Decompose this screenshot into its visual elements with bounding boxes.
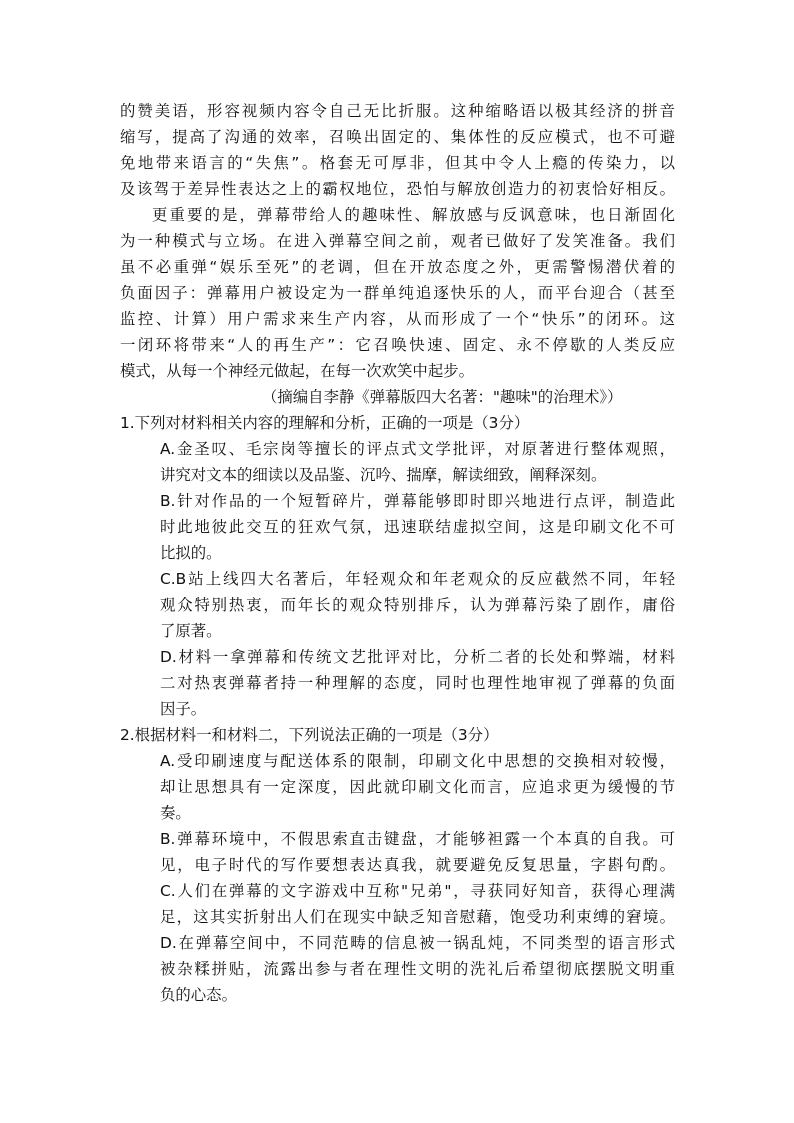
- question-1-option-c-line-2: 观众特别热衷，而年长的观众特别排斥，认为弹幕污染了剧作，庸俗: [160, 596, 675, 614]
- question-2-option-b-line-2: 见，电子时代的写作要想表达真我，就要避免反复思量，字斟句酌。: [160, 856, 675, 874]
- paragraph-1-line-1: 的赞美语，形容视频内容令自己无比折服。这种缩略语以极其经济的拼音: [120, 102, 675, 120]
- paragraph-2-line-5: 监控、计算）用户需求来生产内容，从而形成了一个“快乐”的闭环。这: [120, 310, 675, 328]
- question-2-option-d-line-3: 负的心态。: [160, 986, 237, 1004]
- paragraph-1-line-4: 及该驾于差异性表达之上的霸权地位，恐怕与解放创造力的初衷恰好相反。: [120, 180, 675, 198]
- question-2-stem: 2.根据材料一和材料二，下列说法正确的一项是（3分）: [120, 726, 499, 744]
- paragraph-2-line-4: 负面因子：弹幕用户被设定为一群单纯追逐快乐的人，而平台迎合（甚至: [120, 284, 675, 302]
- question-1-option-d-line-2: 二对热衷弹幕者持一种理解的态度，同时也理性地审视了弹幕的负面: [160, 674, 675, 692]
- paragraph-1-line-3: 免地带来语言的“失焦”。格套无可厚非，但其中令人上瘾的传染力，以: [120, 154, 675, 172]
- question-1-option-c-line-1: C.B站上线四大名著后，年轻观众和年老观众的反应截然不同，年轻: [160, 570, 675, 588]
- question-2-option-a-line-2: 却让思想具有一定深度，因此就印刷文化而言，应追求更为缓慢的节: [160, 778, 675, 796]
- source-citation: （摘编自李静《弹幕版四大名著："趣味"的治理术》）: [262, 388, 623, 406]
- question-2-option-d-line-1: D.在弹幕空间中，不同范畴的信息被一锅乱炖，不同类型的语言形式: [160, 934, 675, 952]
- question-1-option-b-line-3: 比拟的。: [160, 544, 222, 562]
- question-1-option-d-line-3: 因子。: [160, 700, 207, 718]
- question-1-stem: 1.下列对材料相关内容的理解和分析，正确的一项是（3分）: [120, 414, 530, 432]
- question-2-option-b-line-1: B.弹幕环境中，不假思索直击键盘，才能够袒露一个本真的自我。可: [160, 830, 675, 848]
- question-2-option-c-line-2: 足，这其实折射出人们在现实中缺乏知音慰藉，饱受功利束缚的窘境。: [160, 908, 675, 926]
- paragraph-2-line-3: 虽不必重弹“娱乐至死”的老调，但在开放态度之外，更需警惕潜伏着的: [120, 258, 675, 276]
- question-2-option-a-line-1: A.受印刷速度与配送体系的限制，印刷文化中思想的交换相对较慢，: [160, 752, 675, 770]
- question-2-option-a-line-3: 奏。: [160, 804, 191, 822]
- paragraph-2-line-2: 为一种模式与立场。在进入弹幕空间之前，观者已做好了发笑准备。我们: [120, 232, 675, 250]
- question-1-option-a-line-2: 讲究对文本的细读以及品鉴、沉吟、揣摩，解读细致，阐释深刻。: [160, 466, 607, 484]
- question-2-option-d-line-2: 被杂糅拼贴，流露出参与者在理性文明的洗礼后希望彻底摆脱文明重: [160, 960, 675, 978]
- paragraph-2-line-6: 一闭环将带来“人的再生产”：它召唤快速、固定、永不停歇的人类反应: [120, 336, 675, 354]
- paragraph-1-line-2: 缩写，提高了沟通的效率，召唤出固定的、集体性的反应模式，也不可避: [120, 128, 675, 146]
- question-1-option-b-line-2: 时此地彼此交互的狂欢气氛，迅速联结虚拟空间，这是印刷文化不可: [160, 518, 675, 536]
- question-1-option-b-line-1: B.针对作品的一个短暂碎片，弹幕能够即时即兴地进行点评，制造此: [160, 492, 675, 510]
- question-1-option-a-line-1: A.金圣叹、毛宗岗等擅长的评点式文学批评，对原著进行整体观照，: [160, 440, 675, 458]
- paragraph-2-line-1: 更重要的是，弹幕带给人的趣味性、解放感与反讽意味，也日渐固化: [152, 206, 675, 224]
- question-1-option-d-line-1: D.材料一拿弹幕和传统文艺批评对比，分析二者的长处和弊端，材料: [160, 648, 675, 666]
- question-1-option-c-line-3: 了原著。: [160, 622, 222, 640]
- paragraph-2-line-7: 模式，从每一个神经元做起，在每一次欢笑中起步。: [120, 362, 474, 380]
- question-2-option-c-line-1: C.人们在弹幕的文字游戏中互称"兄弟"，寻获同好知音，获得心理满: [160, 882, 675, 900]
